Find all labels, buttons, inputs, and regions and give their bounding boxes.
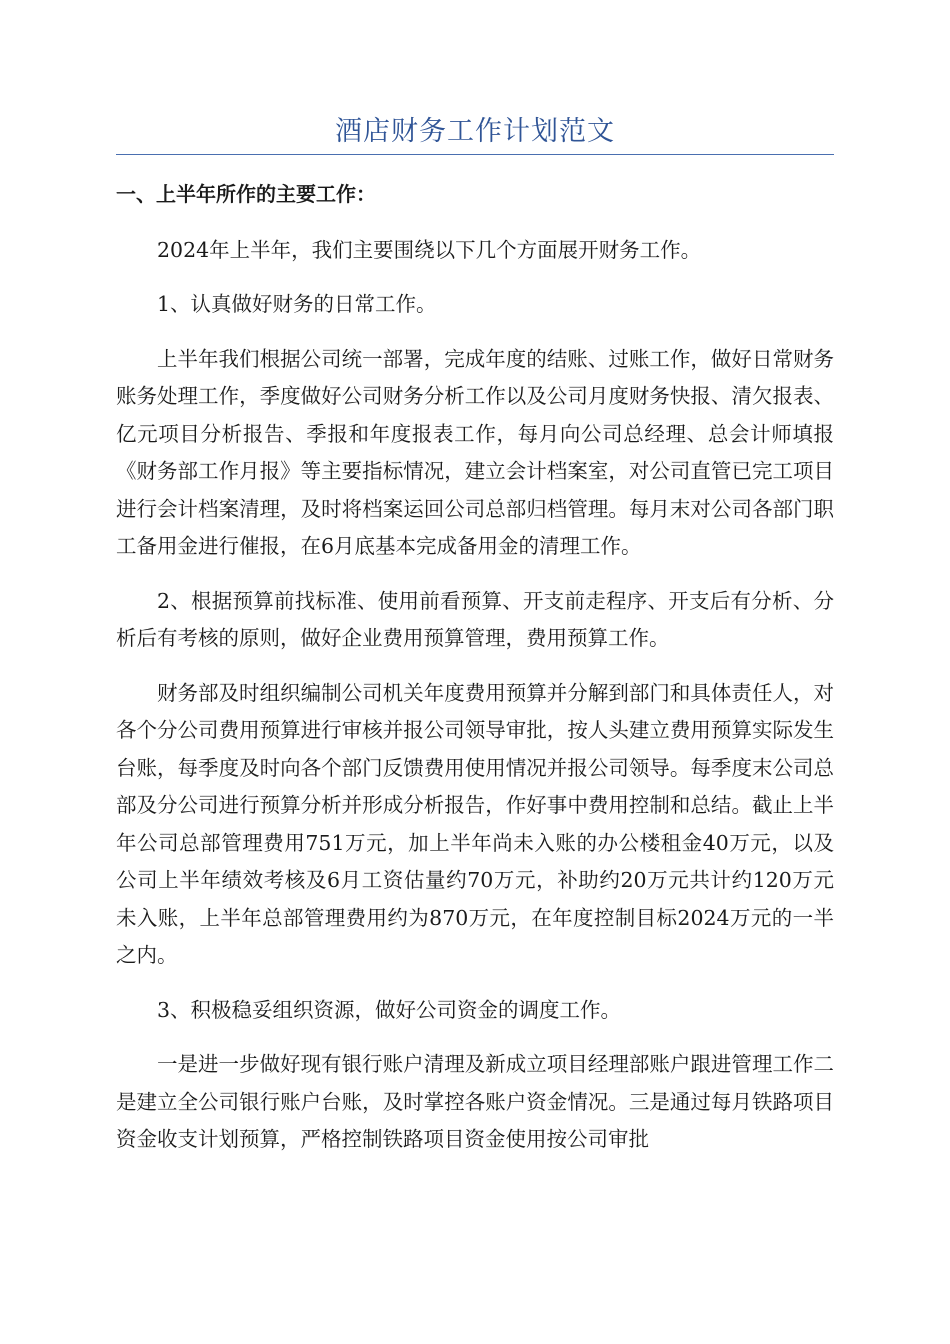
document-body — [116, 176, 834, 1176]
paragraph-item-3-body: 一是进一步做好现有银行账户清理及新成立项目经理部账户跟进管理工作二是建立全公司银行账户台账，及时掌控各账户资金情况。三是通过每月铁路项目资金收支计划预算，严格控制铁路项目资金使用按公司审批 — [116, 1052, 834, 1151]
paragraph-item-1-title: 1、认真做好财务的日常工作。 — [157, 292, 437, 316]
document-title: 酒店财务工作计划范文 — [335, 116, 615, 147]
paragraph-item-2-title: 2、根据预算前找标准、使用前看预算、开支前走程序、开支后有分析、分析后有考核的原则，做好企业费用预算管理，费用预算工作。 — [116, 588, 834, 650]
paragraph-intro: 2024年上半年，我们主要围绕以下几个方面展开财务工作。 — [157, 237, 702, 262]
title-divider — [116, 154, 834, 155]
paragraph-item-3-title: 3、积极稳妥组织资源，做好公司资金的调度工作。 — [157, 997, 622, 1022]
section-heading: 一、上半年所作的主要工作： — [116, 182, 376, 206]
paragraph-item-1-body: 上半年我们根据公司统一部署，完成年度的结账、过账工作，做好日常财务账务处理工作，季度做好公司财务分析工作以及公司月度财务快报、清欠报表、亿元项目分析报告、季报和年度报表工作，每月向公司总经理、总会计师填报《财务部工作月报》等主要指标情况，建立会计档案室，对公司直管已完工项目进行会计档案清理，及时将档案运回公司总部归档管理。每月末对公司各部门职工备用金进行催报，在6月底基本完成备用金的清理工作。 — [116, 346, 834, 558]
paragraph-item-2-body: 财务部及时组织编制公司机关年度费用预算并分解到部门和具体责任人，对各个分公司费用预算进行审核并报公司领导审批，按人头建立费用预算实际发生台账，每季度及时向各个部门反馈费用使用情况并报公司领导。每季度末公司总部及分公司进行预算分析并形成分析报告，作好事中费用控制和总结。截止上半年公司总部管理费用751万元，加上半年尚未入账的办公楼租金40万元，以及公司上半年绩效考核及6月工资估量约70万元，补助约20万元共计约120万元未入账，上半年总部管理费用约为870万元，在年度控制目标2024万元的一半之内。 — [116, 680, 834, 967]
